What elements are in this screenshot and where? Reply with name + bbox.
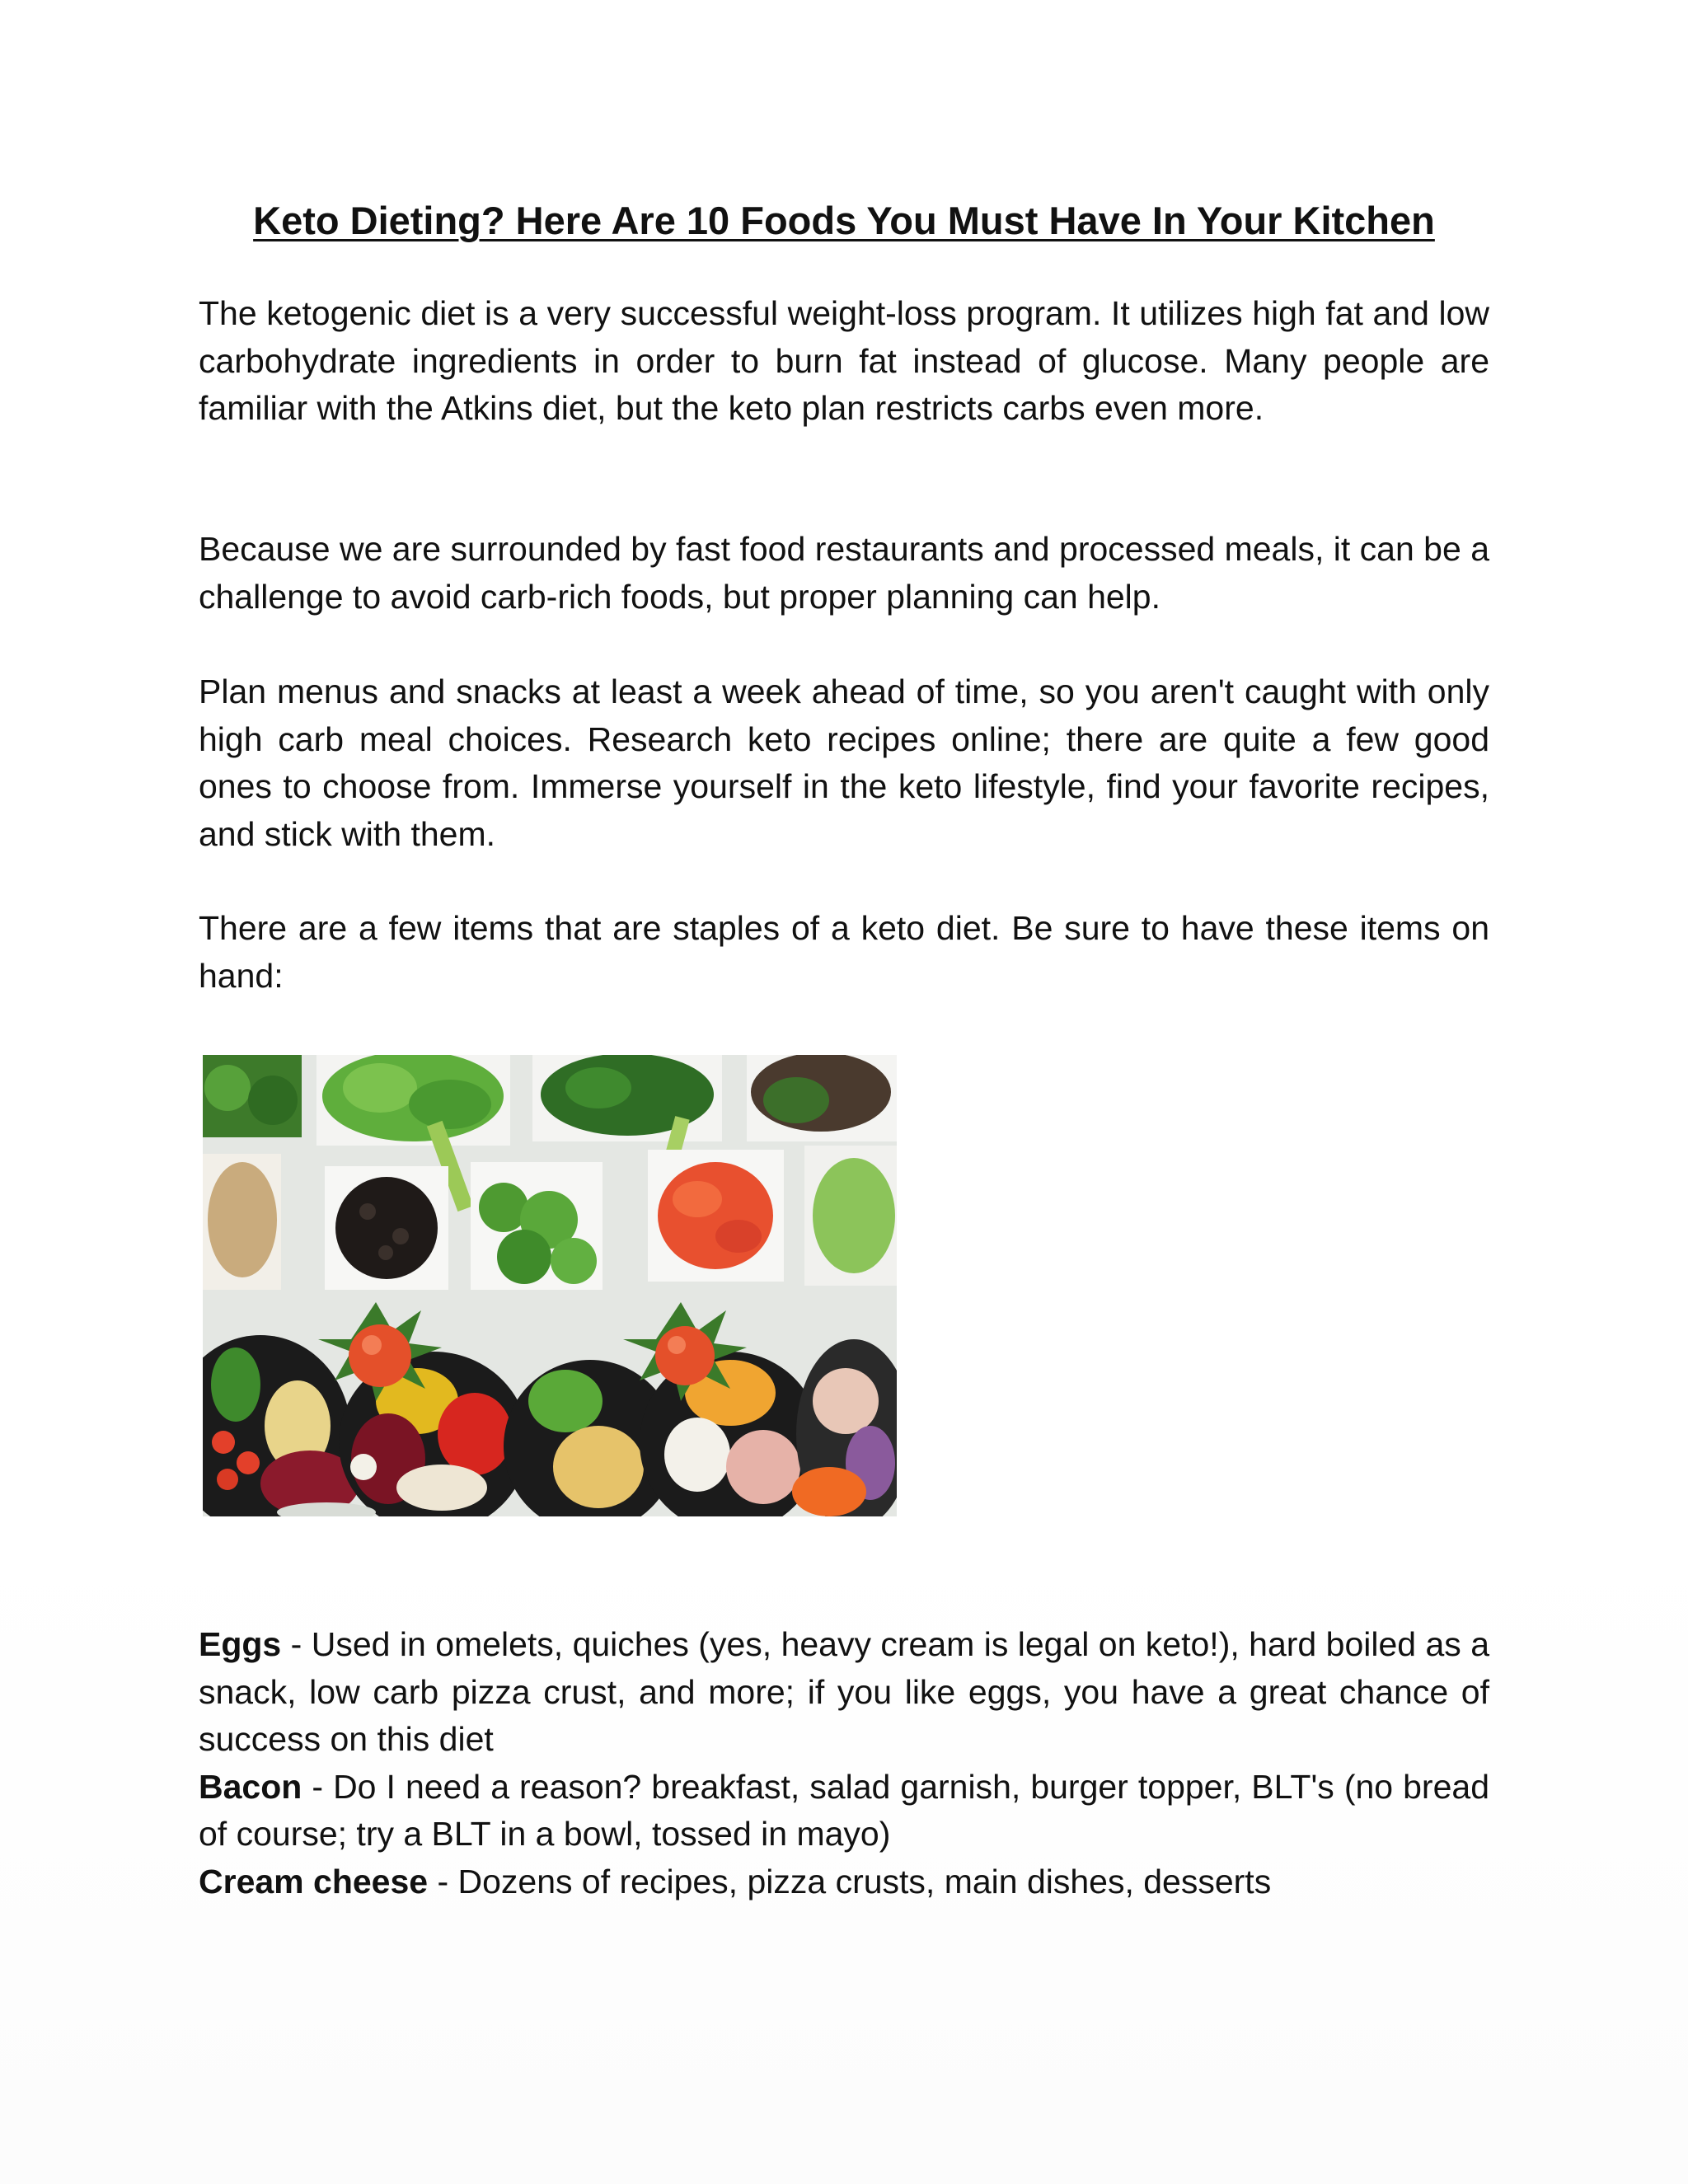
staple-food-list xyxy=(199,1621,1489,1905)
item-separator: - xyxy=(281,1625,312,1663)
item-description: Used in omelets, quiches (yes, heavy cream is legal on keto!), hard boiled as a snack, low carb pizza crust, and more; if you like eggs, you have a great chance of success on this diet xyxy=(199,1625,1489,1758)
vegetable-bowls-photo xyxy=(203,1055,897,1516)
item-description: Do I need a reason? breakfast, salad garnish, burger topper, BLT's (no bread of course; try a BLT in a bowl, tossed in mayo) xyxy=(199,1767,1489,1853)
item-separator: - xyxy=(302,1767,334,1806)
document-title: Keto Dieting? Here Are 10 Foods You Must Have In Your Kitchen xyxy=(253,199,1435,242)
challenge-paragraph: Because we are surrounded by fast food restaurants and processed meals, it can be a challenge to avoid carb-rich foods, but proper planning can help. xyxy=(199,530,1489,616)
item-separator: - xyxy=(428,1862,458,1900)
item-name: Cream cheese xyxy=(199,1862,429,1900)
list-item xyxy=(199,1764,1489,1858)
intro-paragraph: The ketogenic diet is a very successful weight-loss program. It utilizes high fat and low carbohydrate ingredients in order to burn fat instead of glucose. Many people are familiar with the Atkins diet, but the keto plan restricts carbs even more. xyxy=(199,294,1489,427)
staples-paragraph: There are a few items that are staples of a keto diet. Be sure to have these items on hand: xyxy=(199,909,1489,995)
item-description: Dozens of recipes, pizza crusts, main dishes, desserts xyxy=(457,1862,1272,1900)
item-name: Eggs xyxy=(199,1625,282,1663)
list-item xyxy=(199,1621,1489,1764)
item-name: Bacon xyxy=(199,1767,302,1806)
planning-paragraph: Plan menus and snacks at least a week ahead of time, so you aren't caught with only high carb meal choices. Research keto recipes online; there are quite a few good ones to choose from. Immerse yourself in the keto lifestyle, find your favorite recipes, and stick with them. xyxy=(199,673,1489,853)
list-item xyxy=(199,1858,1489,1906)
